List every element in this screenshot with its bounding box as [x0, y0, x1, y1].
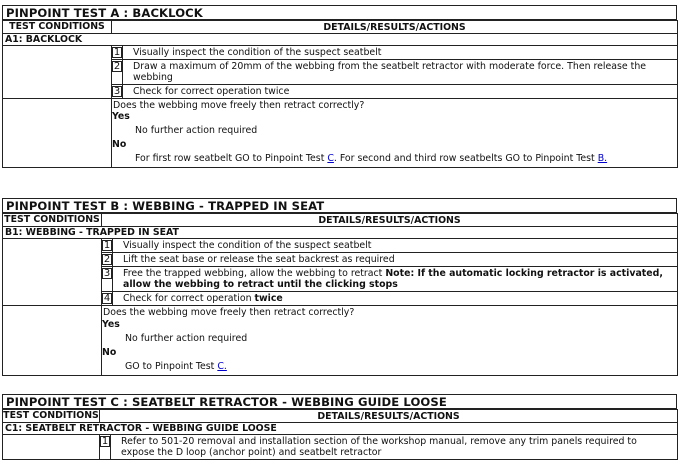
step-text: Draw a maximum of 20mm of the webbing from the seatbelt retractor with moderate force. Then release the webbing [133, 61, 647, 83]
conditions-cell [3, 435, 100, 460]
step-number: 1 [101, 436, 109, 447]
no-action: For first row seatbelt GO to Pinpoint Test C. For second and third row seatbelts GO to Pinpoint Test B. [135, 153, 608, 164]
header-details: DETAILS/RESULTS/ACTIONS [100, 410, 678, 423]
step-number: 3 [103, 268, 111, 279]
yes-action: No further action required [125, 333, 248, 344]
conditions-cell [3, 306, 102, 376]
step-item [102, 239, 677, 253]
step-item [102, 292, 677, 305]
test-title: PINPOINT TEST A : BACKLOCK [2, 5, 677, 20]
pinpoint-test-b [2, 198, 677, 376]
test-title: PINPOINT TEST B : WEBBING - TRAPPED IN SEAT [2, 198, 677, 213]
conditions-cell [3, 239, 102, 306]
header-details: DETAILS/RESULTS/ACTIONS [102, 214, 678, 227]
step-number: 1 [103, 240, 111, 251]
step-title: B1: WEBBING - TRAPPED IN SEAT [3, 227, 678, 239]
step-number: 2 [103, 254, 111, 265]
step-item [100, 435, 677, 459]
step-number: 2 [113, 61, 121, 72]
step-title: A1: BACKLOCK [3, 34, 678, 46]
step-text: Lift the seat base or release the seat backrest as required [123, 254, 395, 265]
link-pinpoint-b[interactable]: B. [597, 153, 608, 164]
step-title: C1: SEATBELT RETRACTOR - WEBBING GUIDE LOOSE [3, 423, 678, 435]
steps-cell [102, 239, 678, 306]
step-text: Check for correct operation twice [133, 86, 290, 97]
no-action: GO to Pinpoint Test C. [125, 361, 227, 372]
step-item [102, 253, 677, 267]
conditions-cell [3, 99, 112, 168]
step-text: Check for correct operation twice [123, 293, 283, 304]
link-pinpoint-c[interactable]: C [327, 153, 334, 164]
test-title: PINPOINT TEST C : SEATBELT RETRACTOR - WEBBING GUIDE LOOSE [2, 394, 677, 409]
header-test-conditions: TEST CONDITIONS [4, 214, 100, 225]
step-item [102, 267, 677, 292]
step-number: 3 [113, 86, 121, 97]
conditions-cell [3, 46, 112, 99]
pinpoint-test-a [2, 5, 677, 168]
step-text: Visually inspect the condition of the suspect seatbelt [123, 240, 372, 251]
header-test-conditions: TEST CONDITIONS [3, 410, 99, 421]
step-text: Free the trapped webbing, allow the webbing to retract Note: If the automatic locking retractor is activated, allow the webbing to retract until the clicking stops [123, 268, 663, 290]
step-item [112, 46, 677, 60]
test-table [2, 409, 678, 460]
step-item [112, 60, 677, 85]
no-label: No [112, 139, 127, 150]
step-number: 1 [113, 47, 121, 58]
test-table [2, 213, 678, 376]
question: Does the webbing move freely then retract correctly? [113, 100, 365, 111]
yes-action: No further action required [135, 125, 258, 136]
step-item [112, 85, 677, 98]
pinpoint-test-c [2, 394, 677, 460]
test-table [2, 20, 678, 168]
step-number: 4 [103, 293, 111, 304]
yes-label: Yes [112, 111, 130, 122]
step-text: Refer to 501-20 removal and installation section of the workshop manual, remove any trim panels required to expose the D loop (anchor point) and seatbelt retractor [121, 436, 637, 458]
header-test-conditions: TEST CONDITIONS [3, 21, 112, 34]
step-note: Note: If the automatic locking retractor is activated, allow the webbing to retract until the clicking stops [123, 268, 663, 290]
steps-cell [100, 435, 678, 460]
steps-cell [112, 46, 678, 99]
step-text: Visually inspect the condition of the suspect seatbelt [133, 47, 382, 58]
result-cell [102, 306, 678, 376]
link-pinpoint-c[interactable]: C. [217, 361, 227, 372]
question: Does the webbing move freely then retract correctly? [103, 307, 355, 318]
yes-label: Yes [102, 319, 120, 330]
header-details: DETAILS/RESULTS/ACTIONS [112, 21, 678, 34]
result-cell [112, 99, 678, 168]
no-label: No [102, 347, 117, 358]
